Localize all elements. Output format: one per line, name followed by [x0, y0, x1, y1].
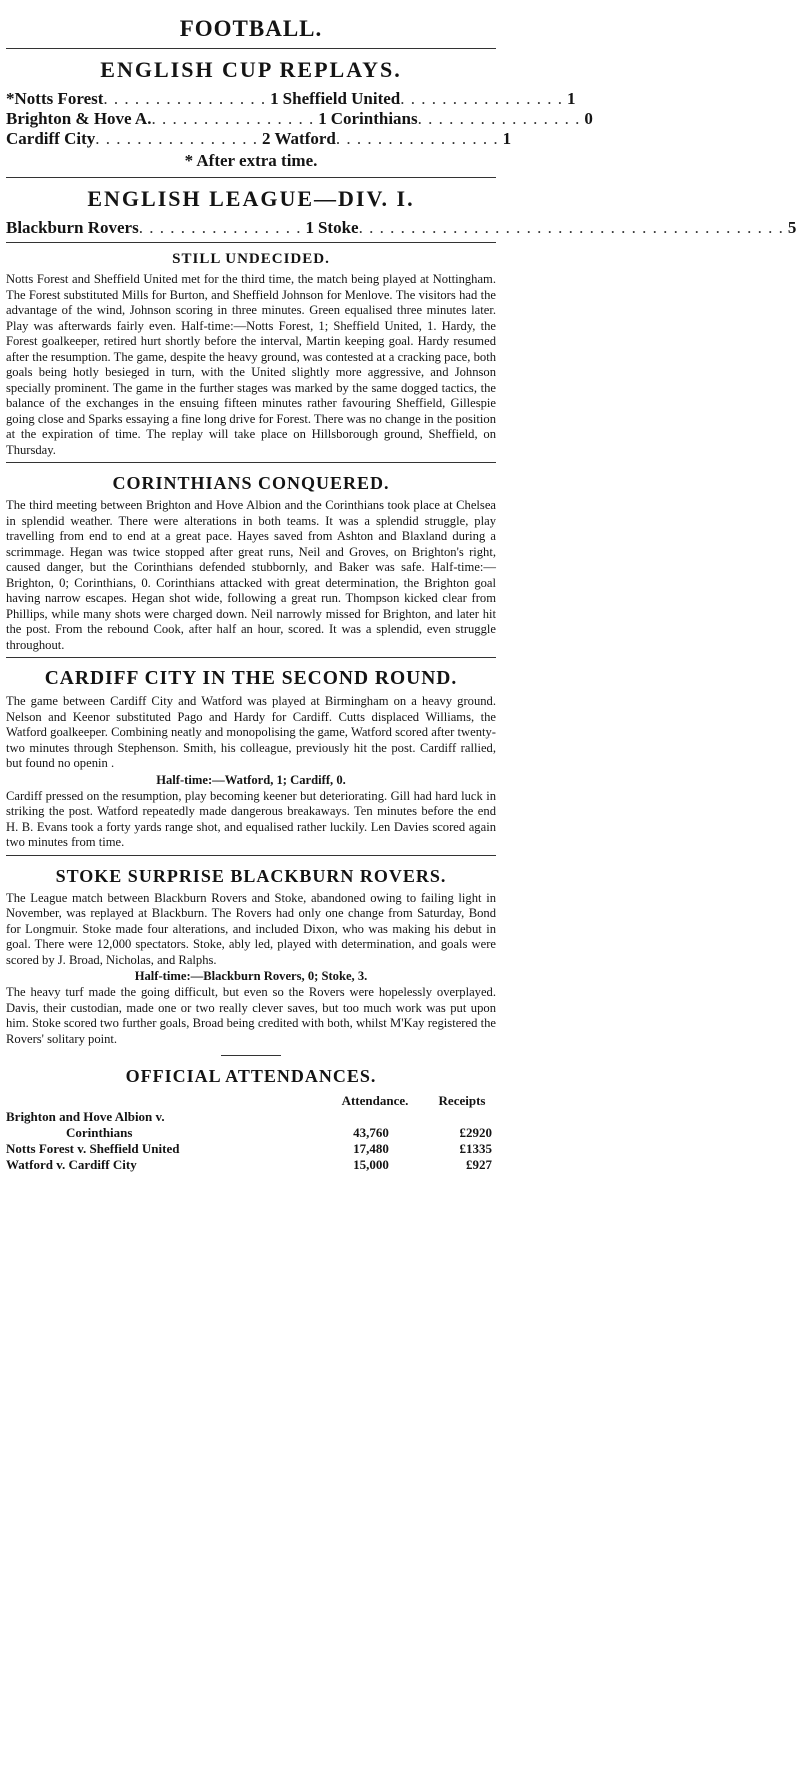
divider: [6, 48, 496, 49]
away-score: 5: [787, 218, 797, 237]
away-team: Sheffield United: [282, 89, 401, 108]
home-team: Cardiff City: [6, 129, 96, 148]
home-score: 2: [261, 129, 271, 148]
divider: [6, 242, 496, 243]
receipts-value: £2920: [459, 1125, 492, 1140]
attendance-row: [6, 1125, 496, 1141]
section-heading: CARDIFF CITY IN THE SECOND ROUND.: [44, 668, 458, 689]
attendance-value: 17,480: [353, 1141, 389, 1156]
leader-dots: . . . . . . . . . . . . . . . .: [138, 218, 302, 237]
extra-time-note: * After extra time.: [184, 151, 318, 170]
cup-results: [6, 89, 593, 149]
away-score: 1: [502, 129, 512, 148]
article-text: The third meeting between Brighton and Hove Albion and the Corinthians took place at Chelsea in splendid weather. There were alterations in both teams. It was a splendid struggle, play travelling from end to end at a great pace. Hayes saved from Ashton and Blaxland during a scrimmage. Hegan was twice stopped after great runs, Neil and Groves, on Brighton's right, caused danger, but the Corinthians defended stubbornly, and Baker was safe. Half-time:—Brighton, 0; Corinthians, 0. Corinthians attacked with great determination, the Brighton goal having narrow escapes. Hegan shot wide, following a great run. Thompson kicked clear from Phillips, while many shots were charged down. Neil narrowly missed for Brighton, and later hit the post. From the rebound Cook, after half an hour, scored. It was a splendid, even struggle throughout.: [6, 498, 496, 652]
receipts-value: £927: [466, 1157, 492, 1172]
article-text: Cardiff pressed on the resumption, play becoming keener but deteriorating. Gill had hard luck in striking the post. Watford repeatedly made dangerous breakaways. Ten minutes before the end H. B. Evans took a forty yards range shot, and equalised rather luckily. Len Davies scored again two minutes from time.: [6, 788, 496, 849]
article-text: The heavy turf made the going difficult, but even so the Rovers were hopelessly overplayed. Davis, their custodian, made one or two really clever saves, but too much work was put upon him. Stoke scored two further goals, Broad being credited with both, whilst M'Kay registered the Rovers' solitary point.: [6, 985, 496, 1046]
article-text: The game between Cardiff City and Watford was played at Birmingham on a heavy ground. Nelson and Keenor substituted Pago and Hardy for Cardiff. Cutts displaced Williams, the Watford goalkeeper. Combining neatly and monopolising the game, Watford scored after twenty-two minutes through Stephenson. Smith, his colleague, previously hit the post. Cardiff rallied, but found no openin .: [6, 694, 496, 770]
divider: [6, 855, 496, 856]
divider: [6, 462, 496, 463]
away-team: Stoke: [317, 218, 359, 237]
away-score: 1: [567, 89, 576, 108]
article-text: Notts Forest and Sheffield United met for the third time, the match being played at Nottingham. The Forest substituted Mills for Burton, and Sheffield Johnson for Menlove. The visitors had the advantage of the wind, Johnson scoring in three minutes. Green equalised three minutes later. Play was afterwards fairly even. Half-time:—Notts Forest, 1; Sheffield United, 1. Hardy, the Forest goalkeeper, retired hurt shortly before the interval, Martin keeping goal. Hardy resumed after the resumption. The game, despite the heavy ground, was contested at a cracking pace, both goals being hotly besieged in turn, with the United slightly more aggressive, and Johnson specially prominent. The game in the further stages was marked by the same dogged tactics, the balance of the exchanges in the ensuing fifteen minutes rather favouring Sheffield, Gillespie going close and Sparks essaying a fine long drive for Forest. There was no change in the position at the expiration of time. The replay will take place on Hillsborough ground, Sheffield, on Thursday.: [6, 272, 496, 457]
leader-dots: . . . . . . . . . . . . . . . .: [95, 129, 258, 148]
attendance-column-label: Attendance.: [341, 1093, 409, 1108]
attendance-value: 15,000: [353, 1157, 389, 1172]
attendance-value: 43,760: [353, 1125, 389, 1140]
result-row: [6, 129, 512, 149]
home-score: 1: [318, 109, 327, 128]
cup-heading: ENGLISH CUP REPLAYS.: [100, 57, 402, 82]
league-heading: ENGLISH LEAGUE—DIV. I.: [87, 186, 415, 211]
away-team: Watford: [274, 129, 336, 148]
away-score: 0: [584, 109, 593, 128]
leader-dots: . . . . . . . . . . . . . . . .: [417, 109, 581, 128]
match-name: Corinthians: [66, 1125, 133, 1140]
leader-dots: . . . . . . . . . . . . . . . . . . . . . . . . . . . . . . . . . . . . . . . . .: [358, 218, 784, 237]
home-team: Blackburn Rovers: [6, 218, 139, 237]
divider: [221, 1055, 281, 1056]
section-heading: OFFICIAL ATTENDANCES.: [125, 1066, 377, 1086]
receipts-value: £1335: [459, 1141, 492, 1156]
home-score: 1: [270, 89, 279, 108]
match-name: Notts Forest v. Sheffield United: [6, 1141, 180, 1156]
section-heading: CORINTHIANS CONQUERED.: [112, 473, 390, 493]
leader-dots: . . . . . . . . . . . . . . . .: [151, 109, 315, 128]
section-heading: STOKE SURPRISE BLACKBURN ROVERS.: [55, 865, 447, 886]
away-team: Corinthians: [330, 109, 418, 128]
receipts-column-label: Receipts: [438, 1093, 486, 1108]
result-row: [6, 109, 593, 129]
match-name: Watford v. Cardiff City: [6, 1157, 137, 1172]
leader-dots: . . . . . . . . . . . . . . . .: [335, 129, 499, 148]
article-text: The League match between Blackburn Rovers and Stoke, abandoned owing to failing light in November, was replayed at Blackburn. The Rovers had only one change from Saturday, Bond for Longmuir. Stoke made four alterations, and included Dixon, who was making his debut in goal. There were 12,000 spectators. Stoke, ably led, played with determination, and goals were scored by J. Broad, Nicholas, and Ralphs.: [6, 890, 496, 967]
attendance-row: [6, 1141, 496, 1157]
halftime-score: Half-time:—Watford, 1; Cardiff, 0.: [156, 772, 346, 787]
home-score: 1: [305, 218, 314, 237]
attendance-row: [6, 1109, 496, 1125]
section-heading: STILL UNDECIDED.: [172, 251, 330, 267]
home-team: Brighton & Hove A.: [6, 109, 152, 128]
match-name: Brighton and Hove Albion v.: [6, 1109, 165, 1124]
leader-dots: . . . . . . . . . . . . . . . .: [400, 89, 564, 108]
result-row: [6, 89, 576, 109]
page-title: FOOTBALL.: [179, 16, 323, 41]
home-team: *Notts Forest: [6, 89, 104, 108]
attendance-row: [6, 1157, 496, 1173]
halftime-score: Half-time:—Blackburn Rovers, 0; Stoke, 3.: [134, 969, 368, 983]
result-row: [6, 218, 797, 238]
divider: [6, 657, 496, 658]
leader-dots: . . . . . . . . . . . . . . . .: [103, 89, 267, 108]
attendance-header: [6, 1093, 496, 1109]
divider: [6, 177, 496, 178]
